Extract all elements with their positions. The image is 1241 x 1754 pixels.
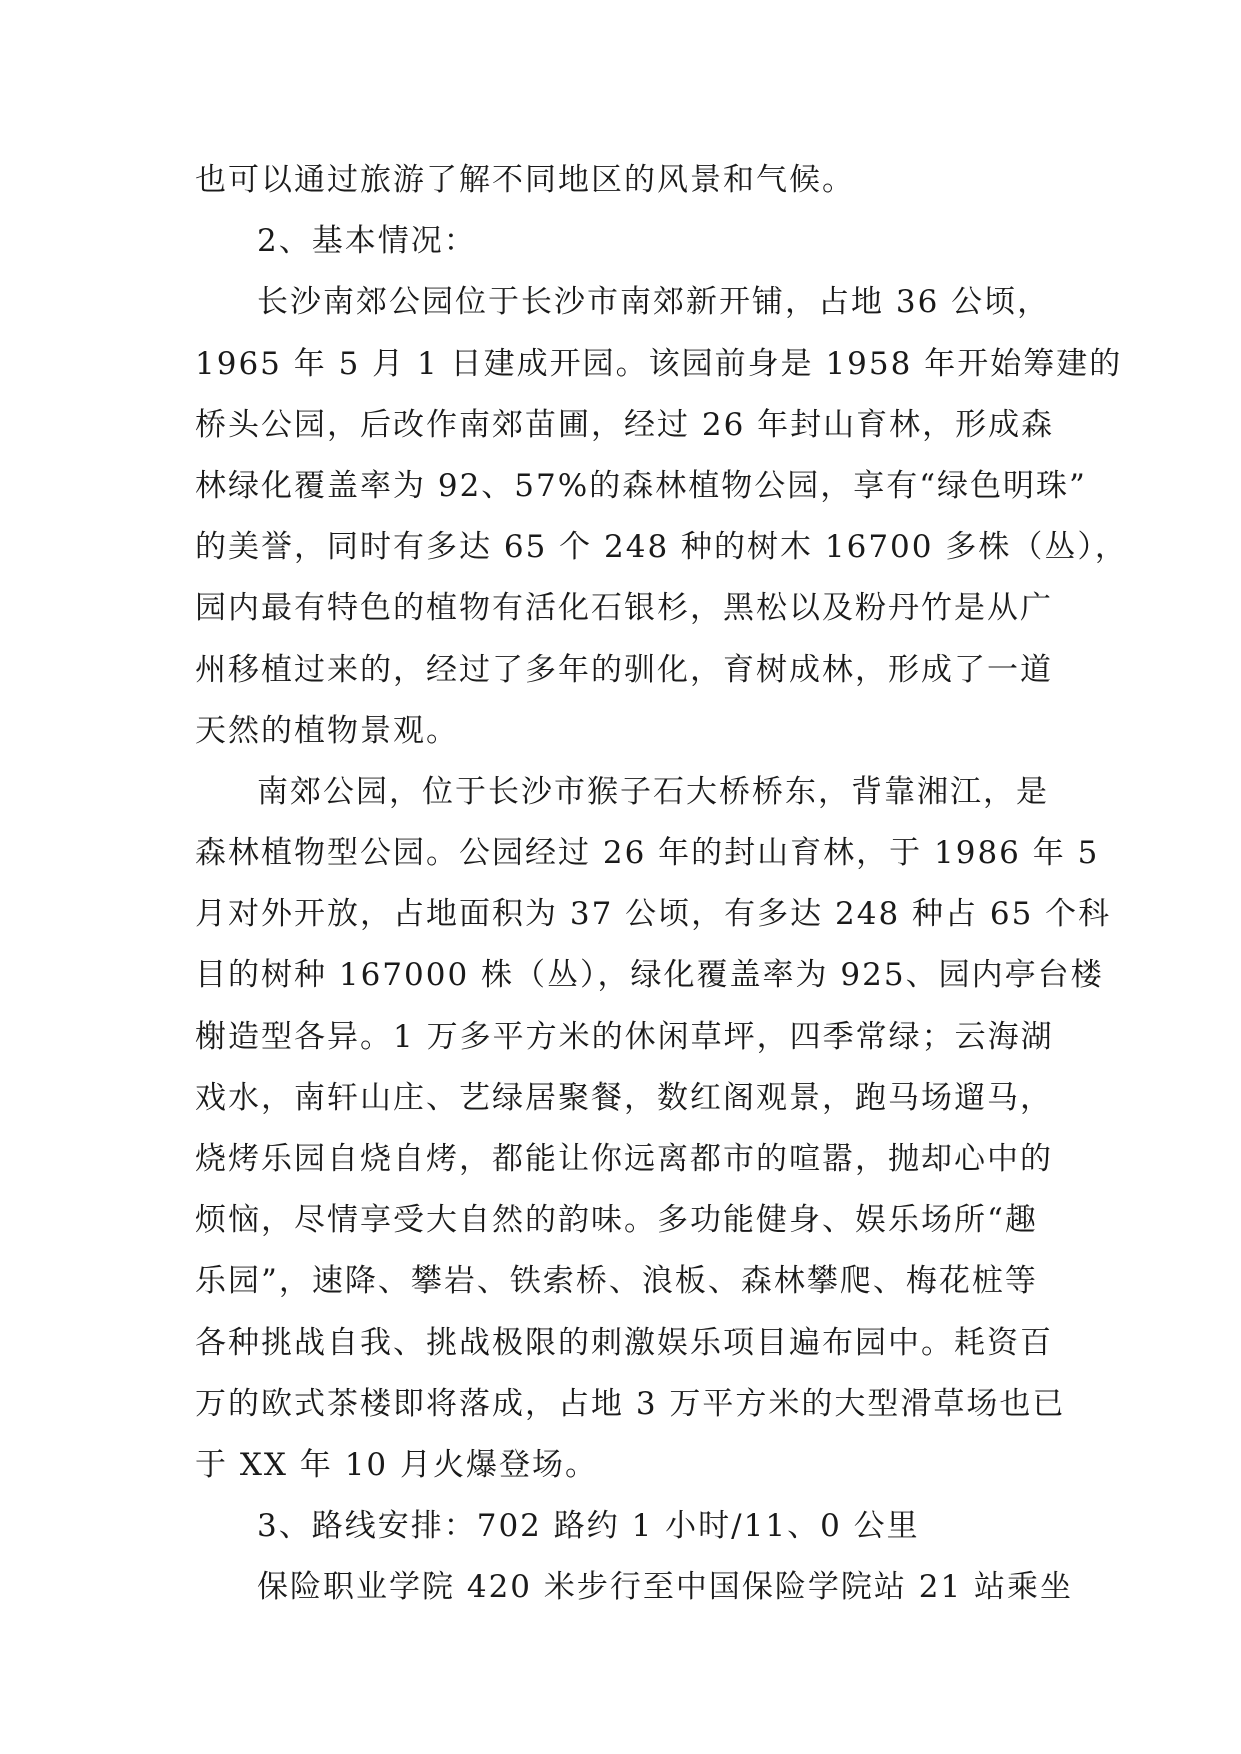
text-line: 于 XX 年 10 月火爆登场。	[195, 1446, 599, 1483]
text-line: 长沙南郊公园位于长沙市南郊新开铺，占地 36 公顷，	[257, 284, 1051, 321]
document-body	[195, 150, 1128, 1619]
text-line: 桥头公园，后改作南郊苗圃，经过 26 年封山育林，形成森	[195, 406, 1055, 443]
section-heading: 2、基本情况：	[257, 223, 477, 260]
text-line: 天然的植物景观。	[195, 712, 459, 749]
text-line: 州移植过来的，经过了多年的驯化，育树成林，形成了一道	[195, 651, 1053, 688]
text-line: 1965 年 5 月 1 日建成开园。该园前身是 1958 年开始筹建的	[195, 345, 1123, 382]
text-line: 南郊公园，位于长沙市猴子石大桥桥东，背靠湘江，是	[257, 773, 1049, 810]
text-line: 林绿化覆盖率为 92、57%的森林植物公园，享有“绿色明珠”	[195, 467, 1087, 504]
text-line: 万的欧式茶楼即将落成，占地 3 万平方米的大型滑草场也已	[195, 1385, 1066, 1422]
text-line: 乐园”，速降、攀岩、铁索桥、浪板、森林攀爬、梅花桩等	[195, 1263, 1038, 1300]
text-line: 也可以通过旅游了解不同地区的风景和气候。	[195, 162, 855, 198]
text-line: 保险职业学院 420 米步行至中国保险学院站 21 站乘坐	[257, 1569, 1074, 1606]
section-heading: 3、路线安排：702 路约 1 小时/11、0 公里	[257, 1508, 920, 1545]
text-line: 森林植物型公园。公园经过 26 年的封山育林，于 1986 年 5	[195, 835, 1100, 872]
text-line: 戏水，南轩山庄、艺绿居聚餐，数红阁观景，跑马场遛马，	[195, 1079, 1053, 1116]
text-line: 月对外开放，占地面积为 37 公顷，有多达 248 种占 65 个科	[195, 896, 1112, 933]
text-line: 目的树种 167000 株（丛），绿化覆盖率为 925、园内亭台楼	[195, 957, 1104, 994]
text-line: 各种挑战自我、挑战极限的刺激娱乐项目遍布园中。耗资百	[195, 1324, 1053, 1361]
text-line: 烧烤乐园自烧自烤，都能让你远离都市的喧嚣，抛却心中的	[195, 1141, 1053, 1177]
text-line: 榭造型各异。1 万多平方米的休闲草坪，四季常绿；云海湖	[195, 1018, 1054, 1055]
text-line: 烦恼，尽情享受大自然的韵味。多功能健身、娱乐场所“趣	[195, 1202, 1038, 1239]
text-line: 园内最有特色的植物有活化石银杉，黑松以及粉丹竹是从广	[195, 590, 1053, 627]
text-line: 的美誉，同时有多达 65 个 248 种的树木 16700 多株（丛），	[195, 529, 1128, 566]
